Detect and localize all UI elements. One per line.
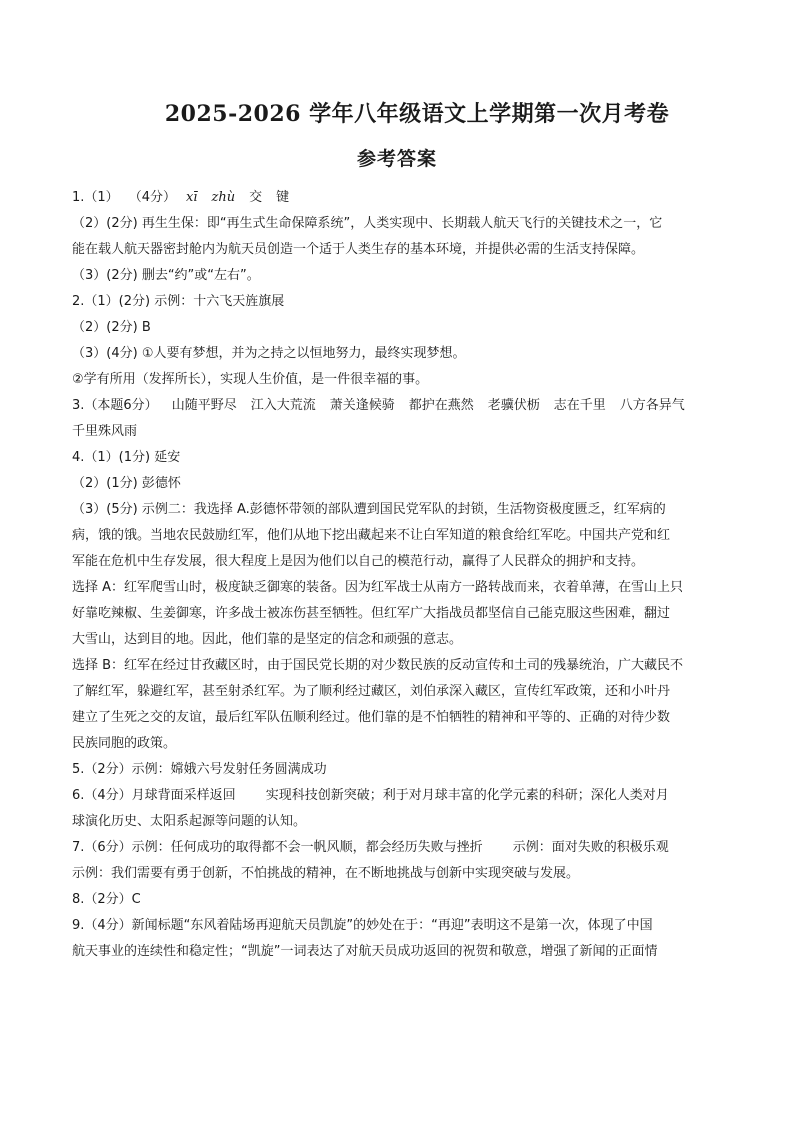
q8-answer: 8.（2分）C [72,892,141,907]
q4-option-b-line3: 建立了生死之交的友谊，最后红军队伍顺利经过。他们靠的是不怕牺牲的精神和平等的、正确的对待少数 [72,710,671,725]
q3-answer [72,393,724,419]
q4-part3-line2: 病，饿的饿。当地农民鼓励红军，他们从地下挖出藏起来不让白军知道的粮食给红军吃。中国共产党和红 [72,528,671,543]
q3-item: 萧关逢候骑 [329,398,395,413]
q4-part3-line3: 军能在危机中生存发展，很大程度上是因为他们以自己的模范行动，赢得了人民群众的拥护和支持。 [72,554,645,569]
q6-answer-line1 [72,783,724,809]
q1-part3: （3）(2分) 删去“约”或“左右”。 [72,268,260,283]
q1-answer-pinyin-2: zhù [211,190,236,205]
q7-answer-line2: 示例：我们需要有勇于创新，不怕挑战的精神，在不断地挑战与创新中实现突破与发展。 [72,866,580,881]
q1-answer-pinyin-1: xī [185,190,198,205]
q2-part3-line2: ②学有所用（发挥所长），实现人生价值，是一件很幸福的事。 [72,372,429,387]
q3-item: 江入大荒流 [250,398,316,413]
q6-answer-part-a: 6.（4分）月球背面采样返回 [72,788,236,803]
q4-option-b-line1: 选择 B：红军在经过甘孜藏区时，由于国民党长期的对少数民族的反动宣传和土司的残暴统治，广大藏民不 [72,658,684,673]
q1-part2-line1: （2）(2分) 再生生保：即“再生式生命保障系统”，人类实现中、长期载人航天飞行的关键技术之一，它 [72,216,663,231]
q1-score: （4分） [128,190,176,205]
q4-option-b-line4: 民族同胞的政策。 [72,736,177,751]
q3-number: 3.（本题6分） [72,398,158,413]
q1-answer-char-2: 键 [276,190,290,205]
q4-option-b-line2: 了解红军，躲避红军，甚至射杀红军。为了顺利经过藏区，刘伯承深入藏区，宣传红军政策，还和小叶丹 [72,684,671,699]
answer-body [72,185,724,965]
q3-item: 老骥伏枥 [487,398,540,413]
q3-answer-tail: 千里殊风雨 [72,424,138,439]
q6-answer-part-b: 实现科技创新突破；利于对月球丰富的化学元素的科研；深化人类对月 [265,788,669,803]
page-title: 2025-2026 学年八年级语文上学期第一次月考卷 [164,101,670,127]
q1-part2-line2: 能在载人航天器密封舱内为航天员创造一个适于人类生存的基本环境，并提供必需的生活支持保障。 [72,242,645,257]
q1-number: 1.（1） [72,190,119,205]
q7-answer-part-a: 7.（6分）示例：任何成功的取得都不会一帆风顺，都会经历失败与挫折 [72,840,483,855]
q3-item: 八方各异气 [619,398,685,413]
q9-answer-line1: 9.（4分）新闻标题“东风着陆场再迎航天员凯旋”的妙处在于：“再迎”表明这不是第一次，体现了中国 [72,918,653,933]
q2-part1: 2.（1）(2分) 示例：十六飞天旌旗展 [72,294,285,309]
q3-item: 山随平野尽 [171,398,237,413]
q4-option-a-line3: 大雪山，达到目的地。因此，他们靠的是坚定的信念和顽强的意志。 [72,632,463,647]
q3-item: 都护在燕然 [408,398,474,413]
q4-part3-line1: （3）(5分) 示例二：我选择 A.彭德怀带领的部队遭到国民党军队的封锁，生活物资极度匮乏，红军病的 [72,502,666,517]
q5-answer: 5.（2分）示例：嫦娥六号发射任务圆满成功 [72,762,327,777]
q9-answer-line2: 航天事业的连续性和稳定性；“凯旋”一词表达了对航天员成功返回的祝贺和敬意，增强了新闻的正面情 [72,944,658,959]
q4-option-a-line1: 选择 A：红军爬雪山时，极度缺乏御寒的装备。因为红军战士从南方一路转战而来，衣着单薄，在雪山上只 [72,580,684,595]
q7-answer-part-b: 示例：面对失败的积极乐观 [512,840,669,855]
q4-part2: （2）(1分) 彭德怀 [72,476,181,491]
q2-part2: （2）(2分) B [72,320,151,335]
page-subtitle: 参考答案 [356,148,437,170]
q6-answer-line2: 球演化历史、太阳系起源等问题的认知。 [72,814,307,829]
q1-part1 [72,185,724,211]
q4-option-a-line2: 好靠吃辣椒、生姜御寒，许多战士被冻伤甚至牺牲。但红军广大指战员都坚信自己能克服这些困难，翻过 [72,606,671,621]
q1-answer-char-1: 交 [249,190,263,205]
q7-answer-line1 [72,835,724,861]
q3-item: 志在千里 [553,398,606,413]
q2-part3-line1: （3）(4分) ①人要有梦想，并为之持之以恒地努力，最终实现梦想。 [72,346,466,361]
q4-part1: 4.（1）(1分) 延安 [72,450,181,465]
